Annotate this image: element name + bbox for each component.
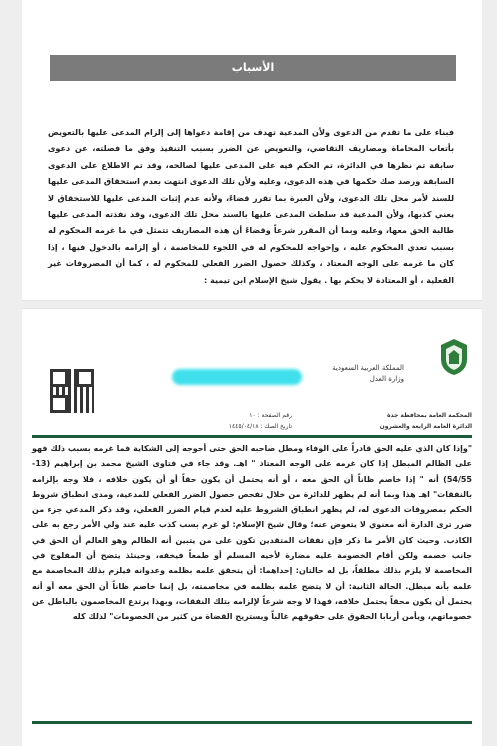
judgment-paragraph: "وإذا كان الذي عليه الحق قادراً على الوفاء ومطل صاحبه الحق حتى أحوجه إلى الشكاية فما غرمه بسبب ذلك فهو على الظالم المبطل إذا كان غرمه على الوجه المعتاد " اهـ. وقد جاء في فتاوى الشيخ محمد بن إبراهيم (13-54/55) أنه " إذا خاصم ظاناً أن الحق معه ، أو أنه يحتمل أن يكون حقاً أو أن يكون خلافه ، فلا وجه بإلزامه بالنفقات" اهـ هذا وبما أنه لم يظهر للدائرة من خلال تفحص حصول الضرر الفعلي للمدعية، ومدى انطباق شروط الحكم بمصروفات الدعوى له، لم يظهر انطباق الشروط عليه لعدم قيام الضرر الفعلي، وقد ذكر المدعي جزء من ضرر ترى الدارة أنه معنوي لا يتعوض عنه؛ وقال شيخ الإسلام: لو غرم بسب كذب عليه عند ولي الأمر رجع به على الكاذب. وحيث كان الأمر ما ذكر فإن نفقات المتقدين تكون على من يتبين أنه الظالم وهو العالم أن الحق في جانب خصمه ولكن أقام الخصومة عليه مضارة لأخيه المسلم أو طمعاً فيخفه، وحينئذ يتضح أن المفلوج في المخاصمة لا يلزم بذلك مطلقاً، بل له حالتان: إحداهما: أن يتحقق علمه بظلمه وعدوانه فيلزم بذلك المخاصمة مع علمه بأنه مبطل. الحالة الثانية: أن لا يتضح علمه بظلمه في مخاصمته، بل إنما خاصم ظاناً أن الحق معه أو أنه يحتمل أن يكون محقاً يحتمل خلافه، فهذا لا وجه شرعاً لإلزامه بتلك النفقات، وبهذا يرتدع المخاصمون بالباطل عن خصوماتهم، ويأمن أربابا الحقوق على حقوقهم غالباً ويستريح القضاة من كثير من الخصومات" لذلك كله bbox=[32, 444, 472, 622]
footer-divider bbox=[32, 721, 472, 724]
reasons-paragraph: فبناء على ما تقدم من الدعوى ولأن المدعية تهدف من إقامة دعواها إلى إلزام المدعى عليها بالتعويض بأتعاب المحاماة ومصاريف التقاضي، والتعويض عن الضرر بسبب التنفيذ وفق ما فصلته، عن دعوى سابقة تم نظرها في الدائرة، تم الحكم فيه على المدعى عليها لصالحه، وقد تم الاطلاع على الدعوى السابقة ورصد صك حكمها في هذه الدعوى، وعليه ولأن تلك الدعوى انتهت بعدم استحقاق المدعى عليها للسند لأمر محل تلك الدعوى، ولأن العبرة بما تقرر قضاءً، ولأنه عدم إثبات المدعى عليها للاستحقاق لا يعني كذبها، ولأن المدعية قد سلطت المدعى عليها بالسند محل تلك الدعوى، وقد نفذته المدعى عليها طالبة الحق معها، وعليه وبما أن المقرر شرعاً وقضاءً أن هذه المصاريف تتمثل في ما غرمه المحكوم له بسبب تعدي المحكوم عليه ، وإحواجه للمحكوم له في اللجوء للمخاصمة ، أو إلزامه بالدخول فيها ، إذا كان ما غرمه على الوجه المعتاد ، وكذلك حصول الضرر الفعلي للمحكوم له ، كما أن المصروفات غير الفعلية ، أو المعتادة لا يحكم بها . يقول شيخ الإسلام ابن تيمية : bbox=[48, 127, 454, 285]
page-one bbox=[22, 0, 482, 301]
court-header bbox=[380, 410, 472, 432]
ministry-name: وزارة العدل bbox=[369, 375, 404, 383]
document-meta bbox=[229, 410, 292, 432]
deed-date-value: ١٤٤٥/٠٤/١٨ bbox=[228, 423, 259, 430]
page-two bbox=[22, 308, 482, 746]
court-circuit: الدائرة العامة الرابعة والعشرون bbox=[379, 423, 472, 430]
ministry-header bbox=[332, 363, 404, 385]
redaction-mark bbox=[172, 369, 302, 385]
qr-code-icon bbox=[50, 369, 94, 413]
ministry-country: المملكة العربية السعودية bbox=[332, 364, 404, 372]
ministry-emblem-icon bbox=[437, 337, 471, 377]
section-title-bar: الأسباب bbox=[50, 55, 456, 81]
page-number-value: ١٠ bbox=[249, 412, 256, 419]
deed-date-label: تاريخ الصك : bbox=[260, 423, 292, 430]
header-divider bbox=[32, 435, 472, 438]
page-number-label: رقم الصفحة : bbox=[257, 412, 292, 419]
court-name: المحكمة العامة بمحافظة جدة bbox=[387, 412, 472, 419]
